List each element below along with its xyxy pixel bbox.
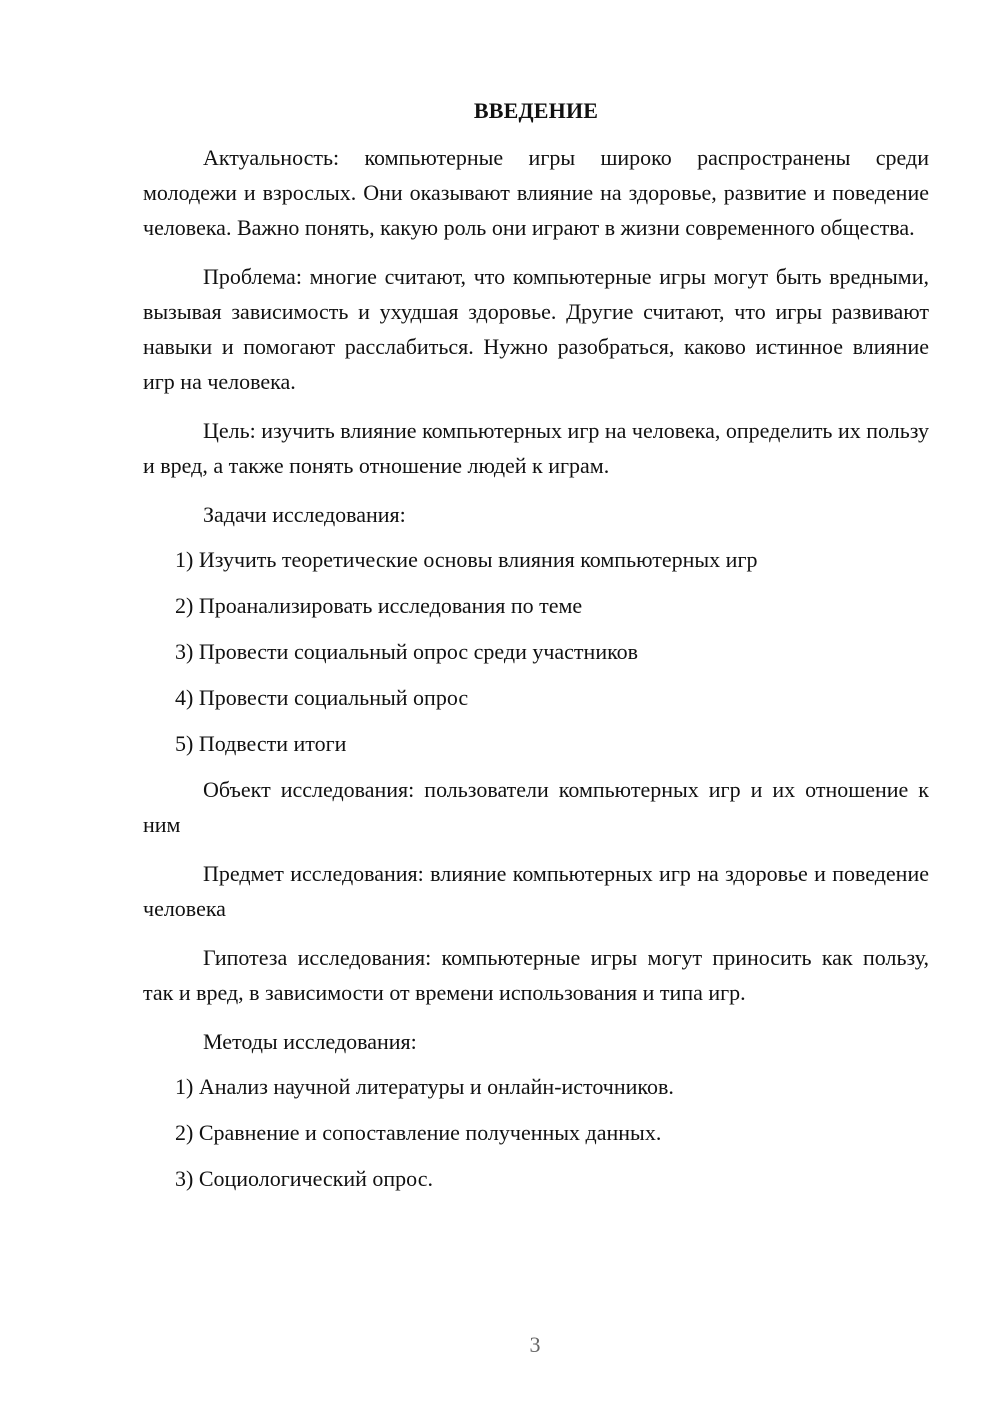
list-item: 2) Сравнение и сопоставление полученных данных. bbox=[175, 1120, 662, 1145]
document-body bbox=[143, 96, 929, 1207]
hypothesis-paragraph: Гипотеза исследования: компьютерные игры могут приносить как пользу, так и вред, в зависимости от времени использования и типа игр. bbox=[143, 945, 929, 1005]
list-item: 1) Изучить теоретические основы влияния компьютерных игр bbox=[175, 547, 758, 572]
subject-paragraph: Предмет исследования: влияние компьютерных игр на здоровье и поведение человека bbox=[143, 861, 929, 921]
problem-paragraph: Проблема: многие считают, что компьютерные игры могут быть вредными, вызывая зависимость и ухудшая здоровье. Другие считают, что игры развивают навыки и помогают расслабиться. Нужно разобраться, каково истинное влияние игр на человека. bbox=[143, 264, 929, 394]
list-item: 2) Проанализировать исследования по теме bbox=[175, 593, 583, 618]
object-paragraph: Объект исследования: пользователи компьютерных игр и их отношение к ним bbox=[143, 777, 929, 837]
tasks-heading: Задачи исследования: bbox=[203, 502, 406, 527]
list-item: 3) Социологический опрос. bbox=[175, 1166, 433, 1191]
methods-list bbox=[143, 1069, 929, 1196]
list-item: 5) Подвести итоги bbox=[175, 731, 347, 756]
goal-paragraph: Цель: изучить влияние компьютерных игр на человека, определить их пользу и вред, а также понять отношение людей к играм. bbox=[143, 418, 929, 478]
list-item: 1) Анализ научной литературы и онлайн-источников. bbox=[175, 1074, 674, 1099]
section-title: ВВЕДЕНИЕ bbox=[473, 98, 599, 123]
methods-heading: Методы исследования: bbox=[203, 1029, 417, 1054]
list-item: 4) Провести социальный опрос bbox=[175, 685, 469, 710]
relevance-paragraph: Актуальность: компьютерные игры широко распространены среди молодежи и взрослых. Они оказывают влияние на здоровье, развитие и поведение человека. Важно понять, какую роль они играют в жизни современного общества. bbox=[143, 145, 929, 240]
list-item: 3) Провести социальный опрос среди участников bbox=[175, 639, 639, 664]
tasks-list bbox=[143, 542, 929, 761]
page-number: 3 bbox=[529, 1332, 541, 1357]
